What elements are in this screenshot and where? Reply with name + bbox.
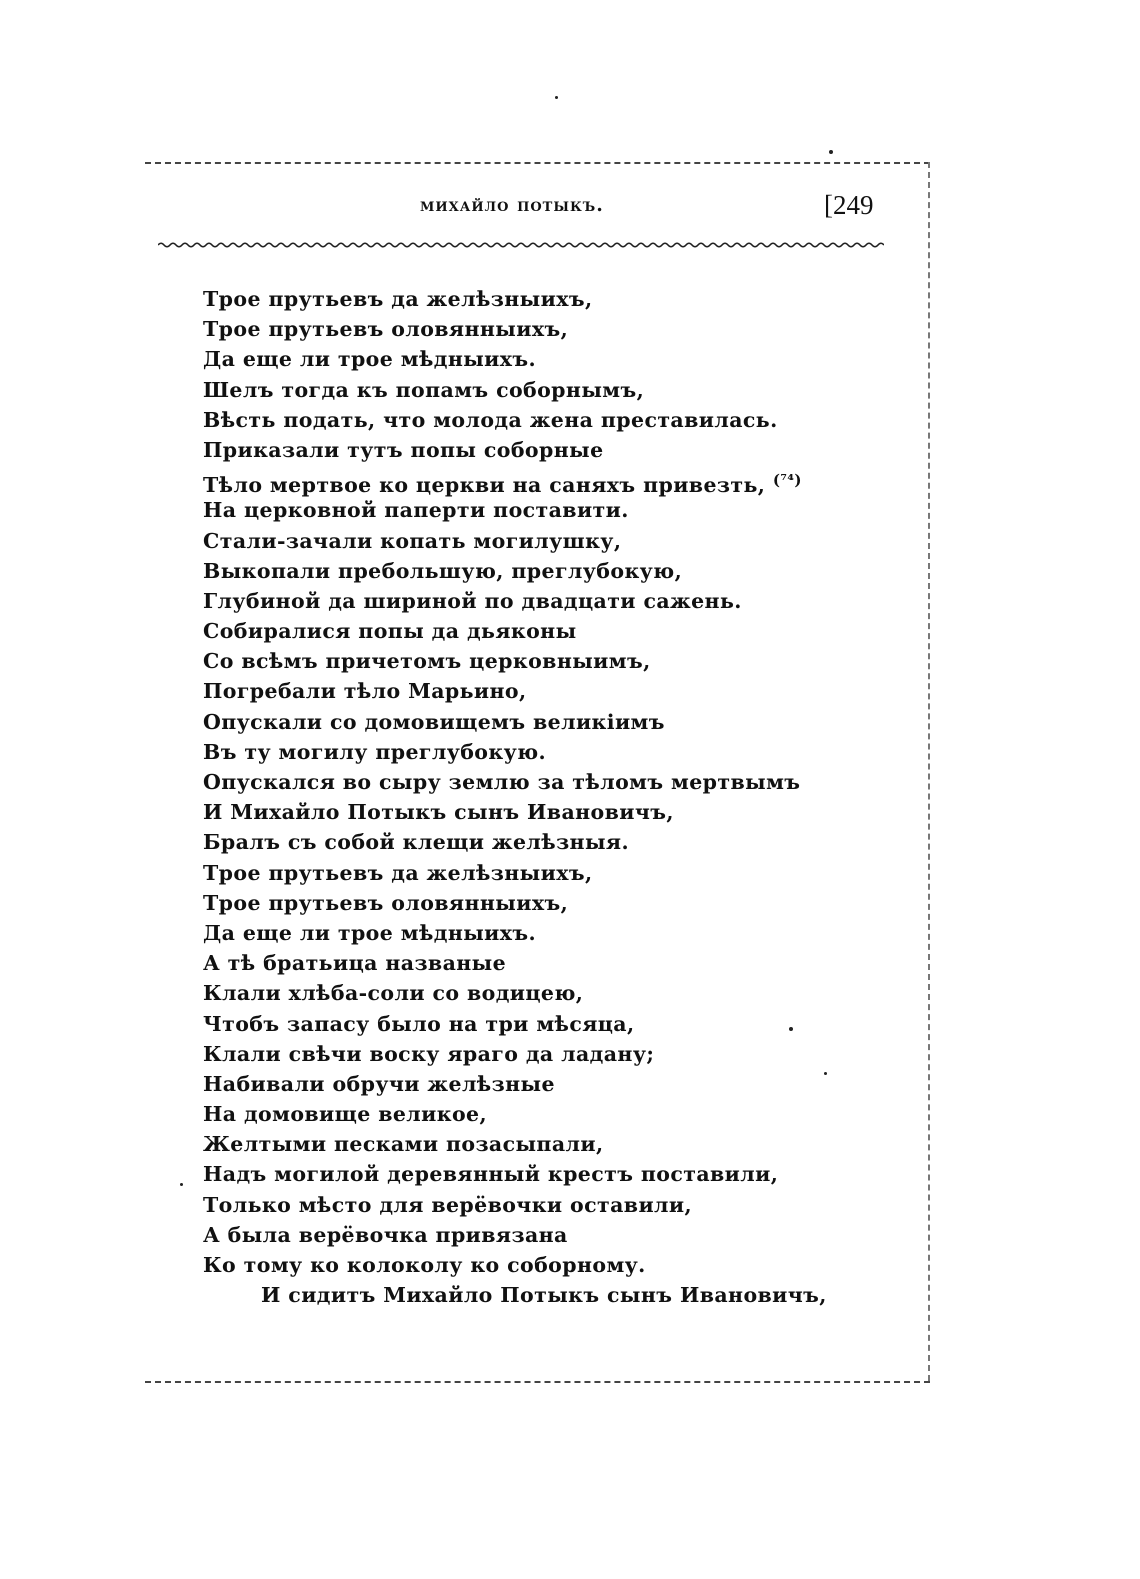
print-speck [555,96,558,99]
verse-line [203,314,827,344]
verse-line [203,375,827,405]
verse-line-text: И сидитъ Михайло Потыкъ сынъ Ивановичъ, [261,1283,827,1308]
verse-line-text: Со всѣмъ причетомъ церковныимъ, [203,649,651,674]
verse-line [203,405,827,435]
verse-line [203,1220,827,1250]
verse-line [203,1159,827,1189]
verse-line-text: Трое прутьевъ да желѣзныихъ, [203,860,593,885]
verse-line-text: Надъ могилой деревянный крестъ поставили, [203,1162,779,1187]
verse-line [203,344,827,374]
verse-line [203,1039,827,1069]
verse-line [203,1069,827,1099]
verse-line-text: Набивали обручи желѣзные [203,1071,555,1096]
verse-line-text: Собиралися попы да дьяконы [203,619,577,644]
verse-line-text: Да еще ли трое мѣдныихъ. [203,347,537,372]
verse-line [203,827,827,857]
verse-line-text: Опускался во сыру землю за тѣломъ мертвымъ [203,770,801,794]
verse-line [203,797,827,827]
verse-line-text: Ко тому ко колоколу ко соборному. [203,1253,646,1277]
verse-line-text: Трое прутьевъ да желѣзныихъ, [203,287,593,311]
verse-line [203,948,827,978]
verse-line-text: Погребали тѣло Марьино, [203,679,527,704]
footnote-marker: (⁷⁴) [772,471,802,490]
verse-line [203,284,827,314]
verse-line-text: Чтобъ запасу было на три мѣсяца, [203,1011,635,1036]
verse-line [203,465,827,498]
verse-line [203,1129,827,1159]
verse-line-text: Трое прутьевъ оловянныихъ, [203,317,569,342]
verse-line-text: А тѣ братьица названые [203,951,507,976]
verse-line [203,737,827,767]
wavy-rule-divider [158,238,884,252]
verse-line [203,1280,827,1310]
verse-line [203,707,827,737]
verse-line-text: Приказали тутъ попы соборные [203,437,604,462]
verse-block [203,284,827,1310]
verse-line-text: Опускали со домовищемъ великiимъ [203,709,665,734]
verse-line-text: Бралъ съ собой клещи желѣзныя. [203,830,629,855]
verse-line-text: Желтыми песками позасыпали, [203,1132,604,1157]
verse-line-text: Клали свѣчи воску яраго да ладану; [203,1041,655,1066]
verse-line [203,1099,827,1129]
verse-line [203,646,827,676]
verse-line-text: Стали-зачали копать могилушку, [203,528,622,553]
verse-line-text: На домовище великое, [203,1102,488,1127]
page-frame-top-rule [145,162,930,164]
verse-line-text: Глубиной да шириной по двадцати сажень. [203,588,742,613]
verse-line-text: А была верёвочка привязана [203,1222,568,1247]
print-speck [789,1027,793,1031]
verse-line [203,978,827,1008]
print-speck [829,150,833,154]
verse-line [203,435,827,465]
verse-line [203,526,827,556]
page-frame-right-rule [928,162,930,1381]
verse-line [203,1250,827,1280]
verse-line-text: Трое прутьевъ оловянныихъ, [203,890,569,915]
verse-line [203,616,827,646]
verse-line [203,918,827,948]
verse-line-text: Только мѣсто для верёвочки оставили, [203,1192,693,1217]
verse-line [203,586,827,616]
print-speck [824,1072,827,1075]
verse-line-text: Вѣсть подать, что молода жена преставилась. [203,407,778,432]
page-number: [249 [824,190,874,220]
verse-line-text: Въ ту могилу преглубокую. [203,739,547,764]
verse-line-text: Да еще ли трое мѣдныихъ. [203,920,537,945]
running-title: михайло потыкъ. [420,194,604,216]
verse-line [203,676,827,706]
page-frame-bottom-rule [145,1381,930,1383]
verse-line [203,1190,827,1220]
verse-line [203,556,827,586]
verse-line-text: На церковной паперти поставити. [203,498,629,523]
verse-line [203,888,827,918]
verse-line [203,767,827,797]
verse-line-text: И Михайло Потыкъ сынъ Ивановичъ, [203,800,674,825]
verse-line [203,495,827,525]
verse-line [203,1009,827,1039]
verse-line-text: Выкопали пребольшую, преглубокую, [203,558,683,583]
verse-line-text: Шелъ тогда къ попамъ соборнымъ, [203,377,645,402]
print-speck [180,1183,183,1186]
verse-line-text: Клали хлѣба-соли со водицею, [203,981,584,1006]
verse-line [203,858,827,888]
verse-line-text: Тѣло мертвое ко церкви на саняхъ привезть, [203,473,766,498]
